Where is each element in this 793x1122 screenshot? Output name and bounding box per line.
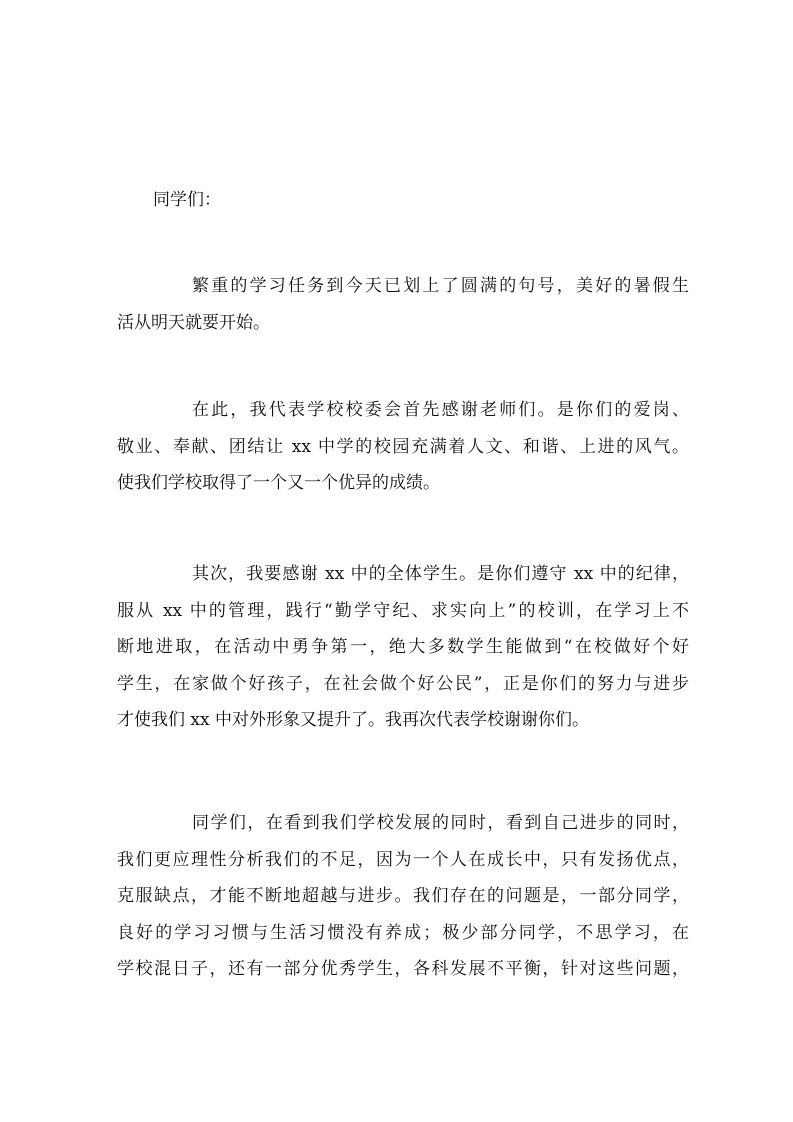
paragraph-line: 学校混日子，还有一部分优秀学生，各科发展不平衡，针对这些问题， bbox=[117, 959, 689, 980]
paragraph-line: 才使我们 xx 中对外形象又提升了。我再次代表学校谢谢你们。 bbox=[117, 710, 589, 731]
paragraph-thanks-teachers bbox=[117, 392, 689, 502]
paragraph-line: 使我们学校取得了一个又一个优异的成绩。 bbox=[117, 473, 440, 494]
paragraph-line: 良好的学习习惯与生活习惯没有养成；极少部分同学，不思学习，在 bbox=[117, 922, 689, 943]
paragraph-line: 在此，我代表学校校委会首先感谢老师们。是你们的爱岗、 bbox=[192, 400, 689, 420]
greeting: 同学们： bbox=[153, 190, 221, 210]
paragraph-line: 同学们，在看到我们学校发展的同时，看到自己进步的同时， bbox=[192, 813, 689, 833]
paragraph-shortcomings bbox=[117, 805, 689, 988]
paragraph-line: 繁重的学习任务到今天已划上了圆满的句号，美好的暑假生 bbox=[192, 276, 689, 296]
paragraph-line: 敬业、奉献、团结让 xx 中学的校园充满着人文、和谐、上进的风气。 bbox=[117, 436, 689, 457]
paragraph-line: 服从 xx 中的管理，践行“勤学守纪、求实向上”的校训，在学习上不 bbox=[117, 600, 689, 621]
paragraph-line: 我们更应理性分析我们的不足，因为一个人在成长中，只有发扬优点， bbox=[117, 849, 689, 870]
paragraph-opening bbox=[117, 268, 689, 341]
paragraph-line: 活从明天就要开始。 bbox=[117, 312, 270, 333]
paragraph-line: 断地进取，在活动中勇争第一，绝大多数学生能做到“在校做好个好 bbox=[117, 637, 689, 658]
paragraph-line: 其次，我要感谢 xx 中的全体学生。是你们遵守 xx 中的纪律， bbox=[192, 564, 689, 584]
paragraph-line: 克服缺点，才能不断地超越与进步。我们存在的问题是，一部分同学， bbox=[117, 886, 689, 907]
paragraph-thanks-students bbox=[117, 556, 689, 739]
paragraph-line: 学生，在家做个好孩子，在社会做个好公民”，正是你们的努力与进步 bbox=[117, 673, 689, 694]
